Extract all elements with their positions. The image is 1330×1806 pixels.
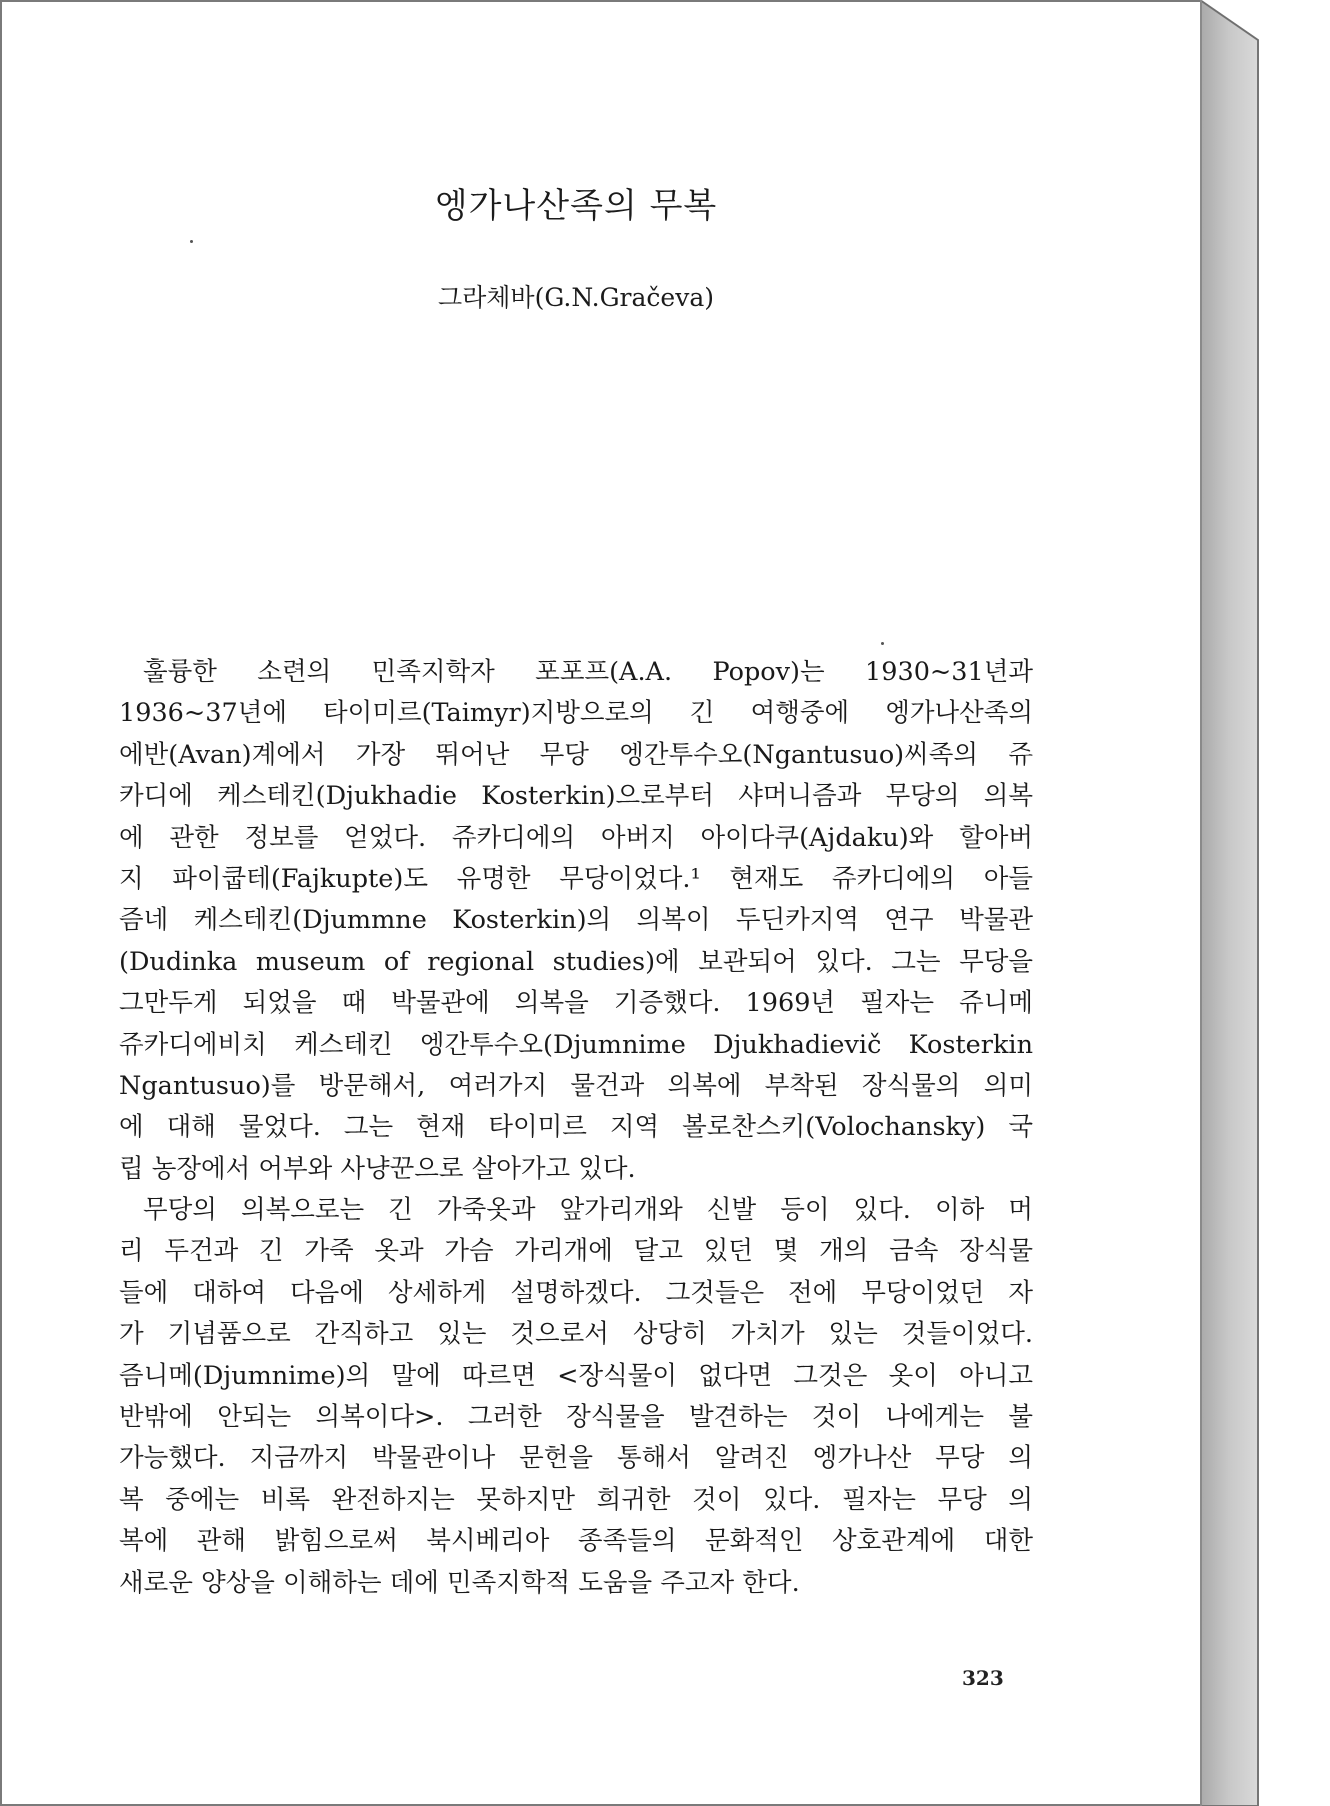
- body-line: 에반(Avan)계에서 가장 뛰어난 무당 엥간투수오(Ngantusuo)씨족의 쥬: [119, 739, 1033, 770]
- body-line: 지 파이쿱테(Fajkupte)도 유명한 무당이었다.¹ 현재도 쥬카디에의 아들: [119, 863, 1033, 894]
- body-line: 새로운 양상을 이해하는 데에 민족지학적 도움을 주고자 한다.: [119, 1567, 800, 1598]
- scan-speck: [881, 642, 884, 645]
- body-line: 쥬카디에비치 케스테킨 엥간투수오(Djumnime Djukhadievič Kosterkin: [119, 1029, 1033, 1060]
- body-line: 반밖에 안되는 의복이다>. 그러한 장식물을 발견하는 것이 나에게는 불: [119, 1402, 1033, 1433]
- body-line: 가 기념품으로 간직하고 있는 것으로서 상당히 가치가 있는 것들이었다.: [119, 1319, 1033, 1350]
- body-line: 즘니메(Djumnime)의 말에 따르면 <장식물이 없다면 그것은 옷이 아니고: [119, 1360, 1033, 1391]
- body-line: (Dudinka museum of regional studies)에 보관되어 있다. 그는 무당을: [119, 946, 1033, 977]
- body-line: 훌륭한 소련의 민족지학자 포포프(A.A. Popov)는 1930~31년과: [143, 657, 1033, 687]
- page-number: 323: [962, 1666, 1004, 1690]
- body-line: 리 두건과 긴 가죽 옷과 가슴 가리개에 달고 있던 몇 개의 금속 장식물: [119, 1236, 1033, 1267]
- body-line: Ngantusuo)를 방문해서, 여러가지 물건과 의복에 부착된 장식물의 의미: [119, 1070, 1033, 1101]
- body-line: 에 대해 물었다. 그는 현재 타이미르 지역 볼로찬스키(Volochansky) 국: [119, 1112, 1033, 1143]
- page-edge-stack: [1200, 0, 1330, 1806]
- article-author: 그라체바(G.N.Gračeva): [437, 283, 714, 312]
- body-line: 에 관한 정보를 얻었다. 쥬카디에의 아버지 아이다쿠(Ajdaku)와 할아버: [119, 822, 1033, 853]
- article-body: [119, 652, 1033, 1604]
- body-line: 복 중에는 비록 완전하지는 못하지만 희귀한 것이 있다. 필자는 무당 의: [119, 1484, 1033, 1515]
- body-line: 즘네 케스테킨(Djummne Kosterkin)의 의복이 두딘카지역 연구 박물관: [119, 905, 1033, 936]
- scan-speck: [190, 240, 193, 243]
- body-line: 가능했다. 지금까지 박물관이나 문헌을 통해서 알려진 엥가나산 무당 의: [119, 1443, 1033, 1474]
- body-line: 복에 관해 밝힘으로써 북시베리아 종족들의 문화적인 상호관계에 대한: [119, 1526, 1033, 1557]
- body-line: 1936~37년에 타이미르(Taimyr)지방으로의 긴 여행중에 엥가나산족의: [119, 698, 1033, 729]
- body-line: 들에 대하여 다음에 상세하게 설명하겠다. 그것들은 전에 무당이었던 자: [119, 1277, 1033, 1308]
- page-edge-graphic: [1200, 0, 1330, 1806]
- body-line: 립 농장에서 어부와 사냥꾼으로 살아가고 있다.: [119, 1153, 636, 1184]
- article-title: 엥가나산족의 무복: [434, 186, 718, 226]
- body-line: 카디에 케스테킨(Djukhadie Kosterkin)으로부터 샤머니즘과 무당의 의복: [119, 781, 1033, 812]
- body-line: 무당의 의복으로는 긴 가죽옷과 앞가리개와 신발 등이 있다. 이하 머: [143, 1195, 1033, 1226]
- body-line: 그만두게 되었을 때 박물관에 의복을 기증했다. 1969년 필자는 쥬니메: [119, 988, 1033, 1019]
